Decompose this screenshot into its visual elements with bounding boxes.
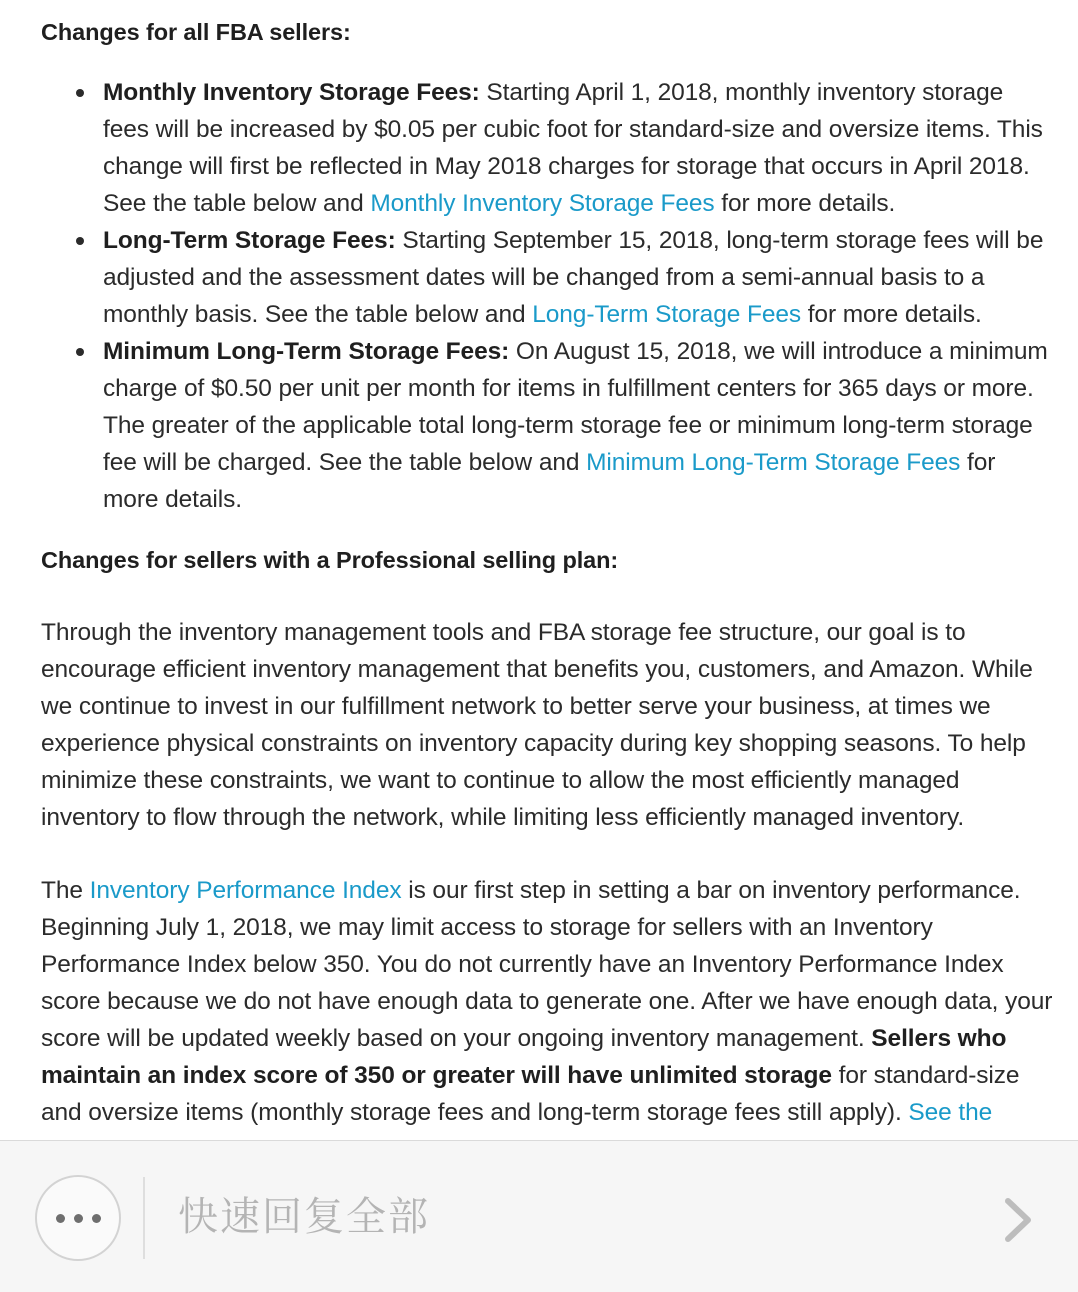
bullet-text: Starting September 15, 2018, long-term storage fees will be adjusted and the assessment dates will be changed from a semi-annual basis to a monthly basis. See the table below and [103, 227, 1044, 328]
bullet-icon [76, 348, 84, 356]
bullet-term: Long-Term Storage Fees: [103, 227, 396, 254]
bullet-term: Monthly Inventory Storage Fees: [103, 79, 480, 106]
bullet-text: Starting April 1, 2018, monthly inventory storage fees will be increased by $0.05 per cubic foot for standard-size and oversize items. This change will first be reflected in May 2018 charges for storage that occurs in April 2018. See the table below and [103, 79, 1043, 217]
bullet-text-end: for more details. [714, 190, 896, 217]
paragraph-text: The [41, 877, 90, 904]
quick-reply-input[interactable]: 快速回复全部 [178, 1194, 430, 1240]
bullet-text: On August 15, 2018, we will introduce a minimum charge of $0.50 per unit per month for items in fulfillment centers for 365 days or more. The greater of the applicable total long-term storage fee or minimum long-term storage fee will be charged. See the table below and [103, 338, 1048, 476]
quick-reply-bar [0, 1140, 1078, 1292]
bullet-term: Minimum Long-Term Storage Fees: [103, 338, 510, 365]
ellipsis-icon [74, 1214, 83, 1223]
link-monthly-storage-fees[interactable]: Monthly Inventory Storage Fees [370, 190, 715, 217]
paragraph-text: is our first step in setting a bar on inventory performance. Beginning July 1, 2018, we may limit access to storage for sellers with an Inventory Performance Index below 350. You do not currently have an Inventory Performance Index score because we do not have enough data to generate one. After we have enough data, your score will be updated weekly based on your ongoing inventory management. [41, 877, 1053, 1052]
more-options-button[interactable] [35, 1175, 121, 1261]
list-item [0, 74, 1060, 222]
paragraph-emphasis: Sellers who maintain an index score of 350 or greater will have unlimited storage [41, 1025, 1007, 1089]
paragraph-inventory-performance-index [41, 872, 1061, 1131]
section-heading-fba: Changes for all FBA sellers: [41, 19, 351, 45]
ellipsis-icon [92, 1214, 101, 1223]
bullet-icon [76, 237, 84, 245]
bullet-text-end: for more details. [103, 449, 996, 513]
fee-changes-list [0, 74, 1060, 518]
paragraph-inventory-constraints: Through the inventory management tools and FBA storage fee structure, our goal is to encourage efficient inventory management that benefits you, customers, and Amazon. While we continue to invest in our fulfillment network to better serve your business, at times we experience physical constraints on inventory capacity during key shopping seasons. To help minimize these constraints, we want to continue to allow the most efficiently managed inventory to flow through the network, while limiting less efficiently managed inventory. [41, 619, 1033, 831]
divider [143, 1177, 145, 1259]
section-heading-professional: Changes for sellers with a Professional selling plan: [41, 547, 619, 573]
link-long-term-storage-fees[interactable]: Long-Term Storage Fees [532, 301, 802, 328]
ellipsis-icon [56, 1214, 65, 1223]
bullet-text-end: for more details. [801, 301, 982, 328]
list-item [0, 333, 1060, 518]
link-inventory-performance-index[interactable]: Inventory Performance Index [89, 877, 402, 904]
chevron-right-icon[interactable] [998, 1195, 1038, 1245]
bullet-icon [76, 89, 84, 97]
link-minimum-long-term-storage-fees[interactable]: Minimum Long-Term Storage Fees [586, 449, 961, 476]
link-see-the[interactable]: See the [908, 1099, 993, 1126]
list-item [0, 222, 1060, 333]
paragraph-text: for standard-size and oversize items (monthly storage fees and long-term storage fees still apply). [41, 1062, 1020, 1126]
